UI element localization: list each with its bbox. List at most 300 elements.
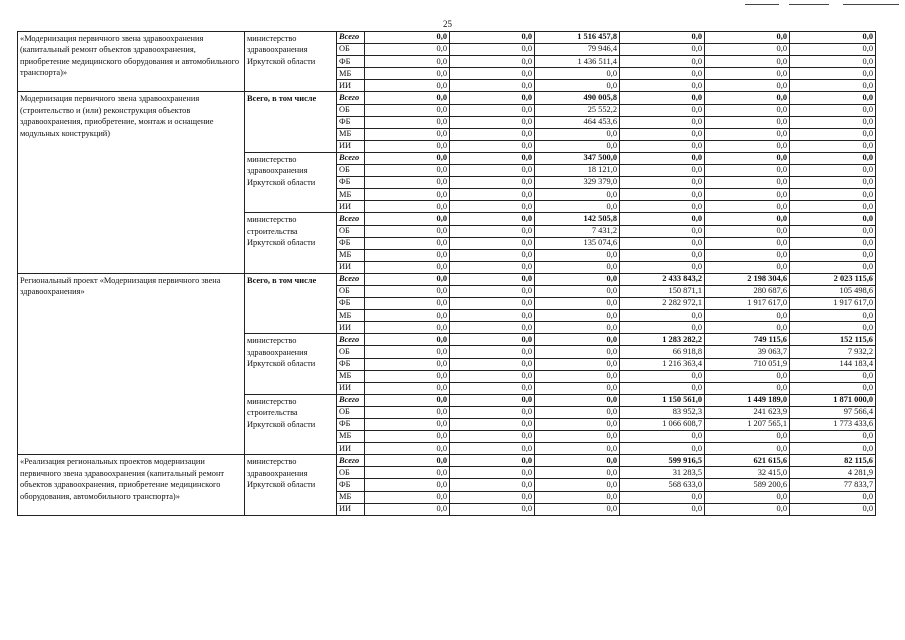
amount-cell: 0,0 xyxy=(790,116,876,128)
amount-cell: 0,0 xyxy=(705,104,790,116)
funding-source: МБ xyxy=(337,128,365,140)
amount-cell: 0,0 xyxy=(620,225,705,237)
amount-cell: 0,0 xyxy=(705,152,790,164)
amount-cell: 0,0 xyxy=(365,56,450,68)
amount-cell: 0,0 xyxy=(450,491,535,503)
amount-cell: 0,0 xyxy=(450,56,535,68)
amount-cell: 32 415,0 xyxy=(705,467,790,479)
amount-cell: 0,0 xyxy=(705,44,790,56)
amount-cell: 0,0 xyxy=(450,140,535,152)
amount-cell: 0,0 xyxy=(365,32,450,44)
amount-cell: 0,0 xyxy=(535,261,620,273)
funding-source: ОБ xyxy=(337,406,365,418)
funding-source: ИИ xyxy=(337,261,365,273)
amount-cell: 0,0 xyxy=(365,358,450,370)
amount-cell: 0,0 xyxy=(790,431,876,443)
amount-cell: 0,0 xyxy=(705,225,790,237)
amount-cell: 0,0 xyxy=(705,249,790,261)
amount-cell: 0,0 xyxy=(535,140,620,152)
amount-cell: 0,0 xyxy=(705,491,790,503)
amount-cell: 0,0 xyxy=(450,334,535,346)
funding-source: ОБ xyxy=(337,225,365,237)
amount-cell: 0,0 xyxy=(620,104,705,116)
amount-cell: 0,0 xyxy=(450,358,535,370)
amount-cell: 0,0 xyxy=(620,152,705,164)
responsible-executor: министерство здравоохранения Иркутской области xyxy=(245,455,337,515)
funding-source: ФБ xyxy=(337,116,365,128)
amount-cell: 749 115,6 xyxy=(705,334,790,346)
amount-cell: 0,0 xyxy=(450,298,535,310)
amount-cell: 0,0 xyxy=(365,322,450,334)
funding-source: ОБ xyxy=(337,165,365,177)
amount-cell: 0,0 xyxy=(450,189,535,201)
amount-cell: 0,0 xyxy=(365,92,450,104)
amount-cell: 0,0 xyxy=(620,382,705,394)
amount-cell: 1 150 561,0 xyxy=(620,394,705,406)
funding-source: МБ xyxy=(337,68,365,80)
amount-cell: 0,0 xyxy=(365,261,450,273)
amount-cell: 0,0 xyxy=(705,431,790,443)
amount-cell: 589 200,6 xyxy=(705,479,790,491)
funding-source: ФБ xyxy=(337,479,365,491)
amount-cell: 0,0 xyxy=(620,116,705,128)
amount-cell: 1 449 189,0 xyxy=(705,394,790,406)
measure-description: Региональный проект «Модернизация первичного звена здравоохранения» xyxy=(18,273,245,454)
amount-cell: 0,0 xyxy=(620,249,705,261)
amount-cell: 0,0 xyxy=(450,80,535,92)
page-number: 25 xyxy=(443,19,452,29)
amount-cell: 0,0 xyxy=(450,503,535,515)
responsible-executor: министерство здравоохранения Иркутской области xyxy=(245,334,337,394)
amount-cell: 0,0 xyxy=(790,44,876,56)
funding-source: ФБ xyxy=(337,177,365,189)
amount-cell: 150 871,1 xyxy=(620,285,705,297)
amount-cell: 0,0 xyxy=(365,467,450,479)
amount-cell: 0,0 xyxy=(620,68,705,80)
amount-cell: 490 005,8 xyxy=(535,92,620,104)
amount-cell: 0,0 xyxy=(790,68,876,80)
amount-cell: 0,0 xyxy=(790,443,876,455)
amount-cell: 0,0 xyxy=(790,140,876,152)
funding-source: ОБ xyxy=(337,467,365,479)
table-row xyxy=(18,32,876,44)
amount-cell: 0,0 xyxy=(450,406,535,418)
amount-cell: 83 952,3 xyxy=(620,406,705,418)
amount-cell: 0,0 xyxy=(705,56,790,68)
amount-cell: 0,0 xyxy=(620,32,705,44)
amount-cell: 2 282 972,1 xyxy=(620,298,705,310)
scan-corner-marks xyxy=(745,0,905,8)
amount-cell: 4 281,9 xyxy=(790,467,876,479)
table-row xyxy=(18,92,876,104)
amount-cell: 0,0 xyxy=(365,273,450,285)
funding-source: Всего xyxy=(337,273,365,285)
measure-description: Модернизация первичного звена здравоохранения (строительство и (или) реконструкция объектов здравоохранения, приобретение, монтаж и оснащение модульных конструкций) xyxy=(18,92,245,273)
amount-cell: 0,0 xyxy=(450,32,535,44)
funding-source: МБ xyxy=(337,431,365,443)
amount-cell: 0,0 xyxy=(705,80,790,92)
amount-cell: 0,0 xyxy=(365,44,450,56)
amount-cell: 0,0 xyxy=(790,249,876,261)
amount-cell: 280 687,6 xyxy=(705,285,790,297)
amount-cell: 0,0 xyxy=(620,310,705,322)
amount-cell: 0,0 xyxy=(365,334,450,346)
amount-cell: 0,0 xyxy=(365,237,450,249)
amount-cell: 0,0 xyxy=(620,140,705,152)
amount-cell: 0,0 xyxy=(705,370,790,382)
amount-cell: 77 833,7 xyxy=(790,479,876,491)
funding-source: ИИ xyxy=(337,503,365,515)
amount-cell: 0,0 xyxy=(535,503,620,515)
funding-source: ФБ xyxy=(337,56,365,68)
responsible-executor: Всего, в том числе xyxy=(245,273,337,333)
amount-cell: 0,0 xyxy=(705,310,790,322)
amount-cell: 347 500,0 xyxy=(535,152,620,164)
amount-cell: 0,0 xyxy=(705,201,790,213)
funding-source: МБ xyxy=(337,370,365,382)
amount-cell: 2 198 304,6 xyxy=(705,273,790,285)
amount-cell: 0,0 xyxy=(620,237,705,249)
amount-cell: 0,0 xyxy=(535,467,620,479)
amount-cell: 135 074,6 xyxy=(535,237,620,249)
amount-cell: 0,0 xyxy=(790,503,876,515)
amount-cell: 0,0 xyxy=(705,503,790,515)
amount-cell: 0,0 xyxy=(620,92,705,104)
amount-cell: 0,0 xyxy=(620,491,705,503)
budget-table xyxy=(17,31,876,516)
amount-cell: 0,0 xyxy=(365,104,450,116)
funding-source: МБ xyxy=(337,189,365,201)
amount-cell: 329 379,0 xyxy=(535,177,620,189)
amount-cell: 0,0 xyxy=(365,419,450,431)
amount-cell: 0,0 xyxy=(450,322,535,334)
amount-cell: 0,0 xyxy=(365,80,450,92)
amount-cell: 0,0 xyxy=(790,128,876,140)
amount-cell: 0,0 xyxy=(450,467,535,479)
amount-cell: 0,0 xyxy=(365,177,450,189)
amount-cell: 0,0 xyxy=(790,56,876,68)
amount-cell: 152 115,6 xyxy=(790,334,876,346)
funding-source: Всего xyxy=(337,213,365,225)
amount-cell: 0,0 xyxy=(535,358,620,370)
amount-cell: 0,0 xyxy=(365,382,450,394)
funding-source: ИИ xyxy=(337,80,365,92)
table-body xyxy=(18,32,876,516)
amount-cell: 97 566,4 xyxy=(790,406,876,418)
amount-cell: 0,0 xyxy=(705,165,790,177)
amount-cell: 0,0 xyxy=(450,165,535,177)
measure-description: «Реализация региональных проектов модернизации первичного звена здравоохранения (капитальный ремонт объектов здравоохранения, приобретение медицинского оборудования, автомобильного транспорта)» xyxy=(18,455,245,515)
amount-cell: 0,0 xyxy=(365,479,450,491)
funding-source: ФБ xyxy=(337,358,365,370)
amount-cell: 0,0 xyxy=(365,140,450,152)
amount-cell: 0,0 xyxy=(365,346,450,358)
responsible-executor: министерство строительства Иркутской области xyxy=(245,394,337,454)
amount-cell: 0,0 xyxy=(450,455,535,467)
funding-source: ОБ xyxy=(337,346,365,358)
amount-cell: 0,0 xyxy=(365,165,450,177)
amount-cell: 0,0 xyxy=(620,443,705,455)
amount-cell: 0,0 xyxy=(365,455,450,467)
amount-cell: 0,0 xyxy=(365,68,450,80)
funding-source: ОБ xyxy=(337,285,365,297)
amount-cell: 1 216 363,4 xyxy=(620,358,705,370)
amount-cell: 0,0 xyxy=(705,189,790,201)
amount-cell: 0,0 xyxy=(365,503,450,515)
funding-source: МБ xyxy=(337,249,365,261)
amount-cell: 0,0 xyxy=(535,382,620,394)
amount-cell: 0,0 xyxy=(705,261,790,273)
amount-cell: 0,0 xyxy=(450,431,535,443)
amount-cell: 0,0 xyxy=(450,479,535,491)
amount-cell: 1 207 565,1 xyxy=(705,419,790,431)
amount-cell: 0,0 xyxy=(535,491,620,503)
amount-cell: 0,0 xyxy=(620,189,705,201)
funding-source: Всего xyxy=(337,455,365,467)
amount-cell: 0,0 xyxy=(365,370,450,382)
amount-cell: 0,0 xyxy=(365,443,450,455)
amount-cell: 0,0 xyxy=(620,201,705,213)
amount-cell: 0,0 xyxy=(790,92,876,104)
amount-cell: 142 505,8 xyxy=(535,213,620,225)
amount-cell: 0,0 xyxy=(365,298,450,310)
amount-cell: 0,0 xyxy=(450,177,535,189)
amount-cell: 0,0 xyxy=(535,322,620,334)
amount-cell: 0,0 xyxy=(365,406,450,418)
amount-cell: 1 871 000,0 xyxy=(790,394,876,406)
table-row xyxy=(18,273,876,285)
amount-cell: 0,0 xyxy=(705,92,790,104)
amount-cell: 0,0 xyxy=(620,128,705,140)
amount-cell: 0,0 xyxy=(620,80,705,92)
amount-cell: 0,0 xyxy=(535,298,620,310)
amount-cell: 0,0 xyxy=(450,44,535,56)
funding-source: ИИ xyxy=(337,443,365,455)
amount-cell: 0,0 xyxy=(535,249,620,261)
amount-cell: 0,0 xyxy=(790,201,876,213)
amount-cell: 0,0 xyxy=(790,32,876,44)
amount-cell: 0,0 xyxy=(450,128,535,140)
amount-cell: 0,0 xyxy=(535,310,620,322)
amount-cell: 7 431,2 xyxy=(535,225,620,237)
responsible-executor: министерство здравоохранения Иркутской области xyxy=(245,32,337,92)
amount-cell: 568 633,0 xyxy=(620,479,705,491)
funding-source: ИИ xyxy=(337,382,365,394)
amount-cell: 0,0 xyxy=(450,237,535,249)
amount-cell: 1 917 617,0 xyxy=(705,298,790,310)
amount-cell: 0,0 xyxy=(535,346,620,358)
amount-cell: 0,0 xyxy=(790,213,876,225)
amount-cell: 0,0 xyxy=(705,322,790,334)
amount-cell: 0,0 xyxy=(535,455,620,467)
amount-cell: 0,0 xyxy=(535,273,620,285)
funding-source: ОБ xyxy=(337,44,365,56)
amount-cell: 0,0 xyxy=(365,225,450,237)
amount-cell: 2 433 843,2 xyxy=(620,273,705,285)
amount-cell: 144 183,4 xyxy=(790,358,876,370)
amount-cell: 0,0 xyxy=(535,406,620,418)
table-row xyxy=(18,455,876,467)
amount-cell: 621 615,6 xyxy=(705,455,790,467)
amount-cell: 0,0 xyxy=(365,491,450,503)
amount-cell: 1 917 617,0 xyxy=(790,298,876,310)
amount-cell: 0,0 xyxy=(450,394,535,406)
amount-cell: 7 932,2 xyxy=(790,346,876,358)
amount-cell: 0,0 xyxy=(705,237,790,249)
amount-cell: 0,0 xyxy=(790,310,876,322)
funding-source: ФБ xyxy=(337,237,365,249)
amount-cell: 0,0 xyxy=(535,80,620,92)
funding-source: Всего xyxy=(337,92,365,104)
amount-cell: 0,0 xyxy=(365,152,450,164)
amount-cell: 0,0 xyxy=(705,382,790,394)
amount-cell: 0,0 xyxy=(365,201,450,213)
amount-cell: 710 051,9 xyxy=(705,358,790,370)
amount-cell: 0,0 xyxy=(365,249,450,261)
amount-cell: 18 121,0 xyxy=(535,165,620,177)
amount-cell: 0,0 xyxy=(535,189,620,201)
amount-cell: 0,0 xyxy=(535,370,620,382)
funding-source: Всего xyxy=(337,334,365,346)
amount-cell: 1 436 511,4 xyxy=(535,56,620,68)
amount-cell: 0,0 xyxy=(450,68,535,80)
responsible-executor: министерство строительства Иркутской области xyxy=(245,213,337,273)
amount-cell: 82 115,6 xyxy=(790,455,876,467)
amount-cell: 0,0 xyxy=(365,431,450,443)
amount-cell: 0,0 xyxy=(535,334,620,346)
amount-cell: 0,0 xyxy=(790,322,876,334)
amount-cell: 0,0 xyxy=(535,68,620,80)
amount-cell: 0,0 xyxy=(365,285,450,297)
amount-cell: 599 916,5 xyxy=(620,455,705,467)
amount-cell: 0,0 xyxy=(790,261,876,273)
funding-source: ИИ xyxy=(337,140,365,152)
amount-cell: 0,0 xyxy=(535,419,620,431)
amount-cell: 0,0 xyxy=(450,310,535,322)
amount-cell: 0,0 xyxy=(790,104,876,116)
amount-cell: 0,0 xyxy=(535,201,620,213)
funding-source: Всего xyxy=(337,394,365,406)
amount-cell: 0,0 xyxy=(450,273,535,285)
amount-cell: 0,0 xyxy=(535,128,620,140)
amount-cell: 0,0 xyxy=(450,92,535,104)
amount-cell: 0,0 xyxy=(620,322,705,334)
amount-cell: 0,0 xyxy=(620,44,705,56)
amount-cell: 0,0 xyxy=(450,443,535,455)
funding-source: ИИ xyxy=(337,322,365,334)
funding-source: МБ xyxy=(337,310,365,322)
amount-cell: 0,0 xyxy=(705,32,790,44)
amount-cell: 0,0 xyxy=(790,237,876,249)
funding-source: ИИ xyxy=(337,201,365,213)
amount-cell: 0,0 xyxy=(450,285,535,297)
amount-cell: 0,0 xyxy=(620,370,705,382)
funding-source: ФБ xyxy=(337,419,365,431)
amount-cell: 0,0 xyxy=(450,152,535,164)
responsible-executor: Всего, в том числе xyxy=(245,92,337,152)
measure-description: «Модернизация первичного звена здравоохранения (капитальный ремонт объектов здравоохранения, приобретение медицинского оборудования и автомобильного транспорта)» xyxy=(18,32,245,92)
amount-cell: 0,0 xyxy=(450,213,535,225)
amount-cell: 105 498,6 xyxy=(790,285,876,297)
amount-cell: 241 623,9 xyxy=(705,406,790,418)
amount-cell: 0,0 xyxy=(365,128,450,140)
amount-cell: 0,0 xyxy=(705,177,790,189)
amount-cell: 0,0 xyxy=(535,479,620,491)
amount-cell: 0,0 xyxy=(790,491,876,503)
amount-cell: 0,0 xyxy=(790,370,876,382)
amount-cell: 31 283,5 xyxy=(620,467,705,479)
amount-cell: 0,0 xyxy=(620,56,705,68)
amount-cell: 0,0 xyxy=(620,431,705,443)
amount-cell: 39 063,7 xyxy=(705,346,790,358)
amount-cell: 0,0 xyxy=(365,189,450,201)
amount-cell: 0,0 xyxy=(790,382,876,394)
amount-cell: 0,0 xyxy=(790,177,876,189)
amount-cell: 0,0 xyxy=(705,213,790,225)
amount-cell: 0,0 xyxy=(790,189,876,201)
amount-cell: 0,0 xyxy=(450,104,535,116)
amount-cell: 0,0 xyxy=(620,503,705,515)
amount-cell: 0,0 xyxy=(705,443,790,455)
funding-source: Всего xyxy=(337,152,365,164)
funding-source: ОБ xyxy=(337,104,365,116)
amount-cell: 0,0 xyxy=(535,285,620,297)
amount-cell: 2 023 115,6 xyxy=(790,273,876,285)
amount-cell: 0,0 xyxy=(620,177,705,189)
amount-cell: 0,0 xyxy=(620,261,705,273)
amount-cell: 0,0 xyxy=(450,346,535,358)
amount-cell: 66 918,8 xyxy=(620,346,705,358)
amount-cell: 0,0 xyxy=(365,394,450,406)
amount-cell: 0,0 xyxy=(450,225,535,237)
amount-cell: 0,0 xyxy=(790,152,876,164)
funding-source: ФБ xyxy=(337,298,365,310)
amount-cell: 0,0 xyxy=(450,370,535,382)
amount-cell: 1 066 608,7 xyxy=(620,419,705,431)
amount-cell: 0,0 xyxy=(705,68,790,80)
amount-cell: 0,0 xyxy=(705,128,790,140)
funding-source: МБ xyxy=(337,491,365,503)
amount-cell: 1 283 282,2 xyxy=(620,334,705,346)
amount-cell: 0,0 xyxy=(365,310,450,322)
amount-cell: 0,0 xyxy=(535,431,620,443)
responsible-executor: министерство здравоохранения Иркутской области xyxy=(245,152,337,212)
amount-cell: 0,0 xyxy=(365,116,450,128)
amount-cell: 25 552,2 xyxy=(535,104,620,116)
amount-cell: 0,0 xyxy=(535,443,620,455)
amount-cell: 0,0 xyxy=(450,261,535,273)
amount-cell: 0,0 xyxy=(450,419,535,431)
amount-cell: 0,0 xyxy=(620,165,705,177)
amount-cell: 464 453,6 xyxy=(535,116,620,128)
amount-cell: 0,0 xyxy=(450,249,535,261)
amount-cell: 0,0 xyxy=(365,213,450,225)
amount-cell: 0,0 xyxy=(450,201,535,213)
amount-cell: 1 773 433,6 xyxy=(790,419,876,431)
amount-cell: 0,0 xyxy=(790,225,876,237)
amount-cell: 1 516 457,8 xyxy=(535,32,620,44)
funding-source: Всего xyxy=(337,32,365,44)
amount-cell: 79 946,4 xyxy=(535,44,620,56)
amount-cell: 0,0 xyxy=(790,80,876,92)
amount-cell: 0,0 xyxy=(705,140,790,152)
amount-cell: 0,0 xyxy=(705,116,790,128)
amount-cell: 0,0 xyxy=(790,165,876,177)
amount-cell: 0,0 xyxy=(535,394,620,406)
amount-cell: 0,0 xyxy=(450,116,535,128)
amount-cell: 0,0 xyxy=(450,382,535,394)
amount-cell: 0,0 xyxy=(620,213,705,225)
